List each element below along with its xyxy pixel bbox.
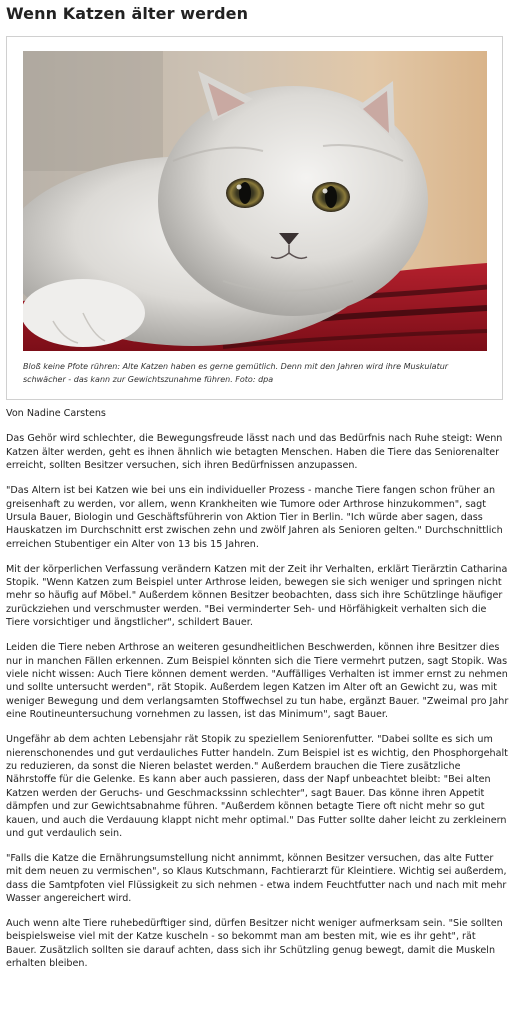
paragraph: Leiden die Tiere neben Arthrose an weiteren gesundheitlichen Beschwerden, können ihre Besitzer dies nur in manchen Fällen erkennen. Zum Beispiel könnten sich die Tiere vermehrt putzen, sagt Stopik. Was viele nicht wissen: Auch Tiere können dement werden. "Auffälliges Verhalten ist immer ernst zu nehmen und sollte untersucht werden", rät Stopik. Außerdem legen Katzen im Alter oft an Gewicht zu, was mit weniger Bewegung und dem verlangsamten Stoffwechsel zu tun habe, ergänzt Bauer. "Zweimal pro Jahr eine Routineuntersuchung vornehmen zu lassen, ist das Minimum", sagt Bauer. — [6, 642, 509, 721]
paragraph: Das Gehör wird schlechter, die Bewegungsfreude lässt nach und das Bedürfnis nach Ruhe steigt: Wenn Katzen älter werden, geht es ihnen ähnlich wie betagten Menschen. Haben die Tiere das Seniorenalter erreicht, sollten Besitzer versuchen, sich ihren Bedürfnissen anzupassen. — [6, 433, 503, 472]
paragraph: "Falls die Katze die Ernährungsumstellung nicht annimmt, können Besitzer versuchen, das alte Futter mit dem neuen zu vermischen", so Klaus Kutschmann, Fachtierarzt für Kleintiere. Wichtig sei außerdem, dass die Samtpfoten viel Flüssigkeit zu sich nehmen - etwa indem Feuchtfutter nach und nach mit mehr Wasser angereichert wird. — [6, 852, 507, 905]
author-byline: Von Nadine Carstens — [6, 408, 106, 419]
image-caption: Bloß keine Pfote rühren: Alte Katzen haben es gerne gemütlich. Denn mit den Jahren wird ihre Muskulatur schwächer - das kann zur Gewichtszunahme führen. Foto: dpa — [23, 362, 449, 384]
article-title: Wenn Katzen älter werden — [6, 4, 249, 23]
paragraph: Ungefähr ab dem achten Lebensjahr rät Stopik zu speziellem Seniorenfutter. "Dabei sollte es sich um nierenschonendes und gut verdauliches Futter handeln. Zum Beispiel ist es wichtig, den Phosphorgehalt zu reduzieren, da sonst die Nieren belastet werden." Außerdem brauchen die Tiere zusätzliche Nährstoffe für die Gelenke. Es kann aber auch passieren, dass der Napf unbeachtet bleibt: "Bei alten Katzen werden der Geruchs- und Geschmackssinn schlechter", sagt Bauer. Das könne ihren Appetit dämpfen und zur Gewichtsabnahme führen. "Außerdem können betagte Tiere oft nicht mehr so gut kauen, und auch die Verdauung klappt nicht mehr optimal." Das Futter sollte daher leicht zu zerkleinern und gut verdaulich sein. — [6, 734, 508, 839]
article-figure — [6, 36, 503, 400]
paragraph: "Das Altern ist bei Katzen wie bei uns ein individueller Prozess - manche Tiere fangen schon früher an greisenhaft zu werden, vor allem, wenn Krankheiten wie Tumore oder Arthrose hinzukommen", sagt Ursula Bauer, Biologin und Geschäftsführerin von Aktion Tier in Berlin. "Ich würde aber sagen, dass Hauskatzen im Durchschnitt erst zwischen zehn und zwölf Jahren als Senioren gelten." Durchschnittlich erreichen Stubentiger ein Alter von 13 bis 15 Jahren. — [6, 485, 503, 550]
paragraph: Auch wenn alte Tiere ruhebedürftiger sind, dürfen Besitzer nicht weniger aufmerksam sein. "Sie sollten beispielsweise viel mit der Katze kuscheln - so bekommt man am besten mit, wie es ihr geht", rät Bauer. Zusätzlich sollten sie darauf achten, dass sich ihr Schützling genug bewegt, damit die Muskeln erhalten bleiben. — [6, 918, 503, 970]
article-body — [6, 407, 509, 982]
cat-photo — [23, 51, 487, 351]
paragraph: Mit der körperlichen Verfassung verändern Katzen mit der Zeit ihr Verhalten, erklärt Tierärztin Catharina Stopik. "Wenn Katzen zum Beispiel unter Arthrose leiden, bewegen sie sich weniger und springen nicht mehr so häufig auf Möbel." Außerdem können Besitzer beobachten, dass sich ihre Schützlinge häufiger zurückziehen und verschmuster werden. "Bei verminderter Seh- und Hörfähigkeit verhalten sich die Tiere vorsichtiger und ängstlicher", schildert Bauer. — [6, 563, 508, 629]
